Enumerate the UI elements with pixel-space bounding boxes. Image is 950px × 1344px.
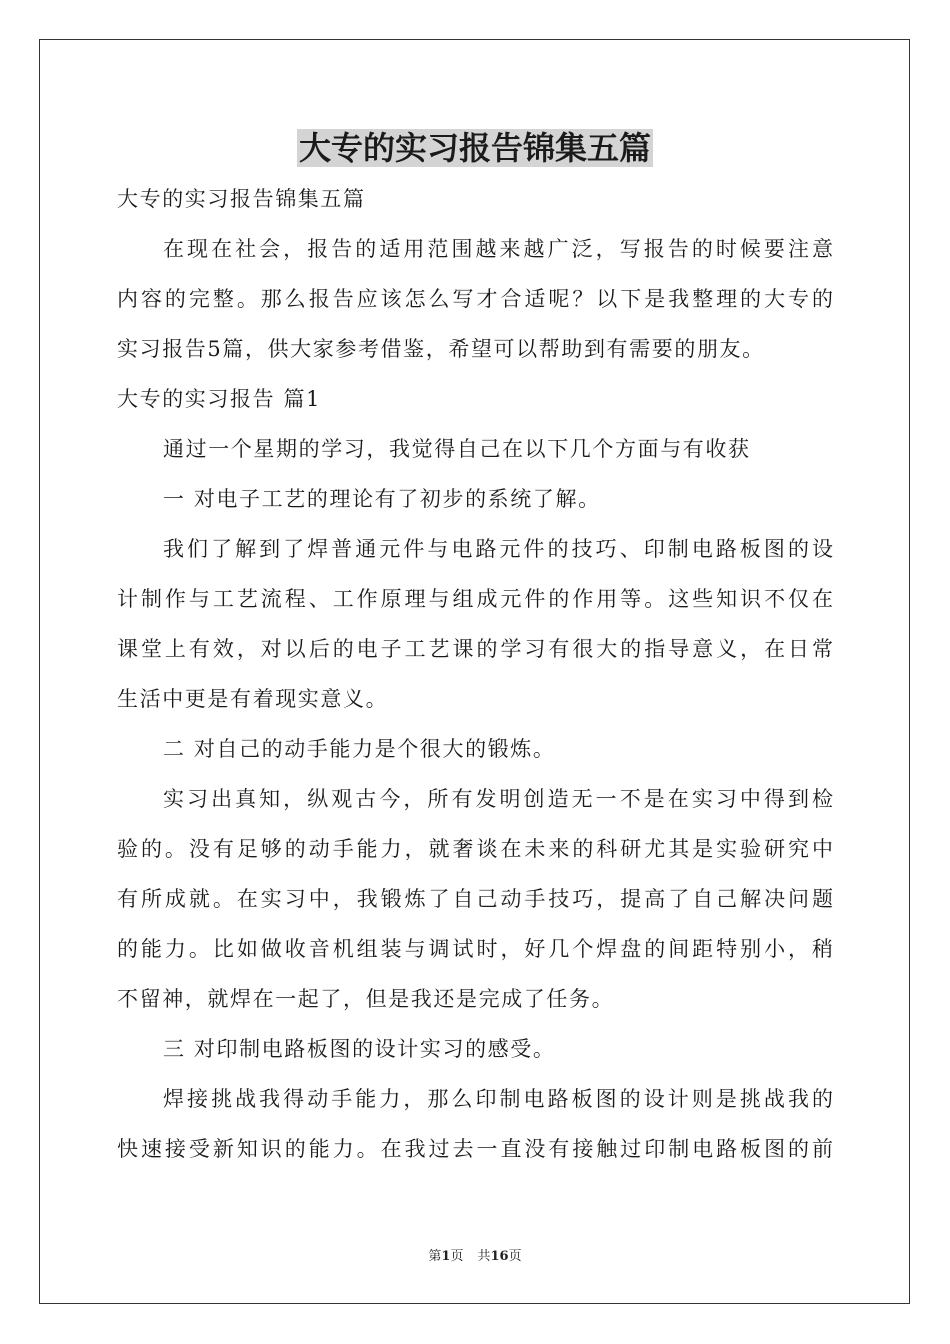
- total-page-count: 16: [490, 1249, 509, 1264]
- text-line: 大专的实习报告 篇1: [117, 387, 322, 411]
- text-line: 快速接受新知识的能力。在我过去一直没有接触过印制电路板图的前: [117, 1137, 833, 1161]
- text-line: 的能力。比如做收音机组装与调试时，好几个焊盘的间距特别小，稍: [117, 937, 833, 961]
- text-line: 我们了解到了焊普通元件与电路元件的技巧、印制电路板图的设: [163, 537, 833, 561]
- document-title: [0, 126, 950, 170]
- page-label-suffix: 页: [450, 1249, 464, 1264]
- text-line: 生活中更是有着现实意义。: [117, 687, 389, 711]
- text-line: 大专的实习报告锦集五篇: [117, 187, 366, 211]
- text-line: 焊接挑战我得动手能力，那么印制电路板图的设计则是挑战我的: [163, 1087, 833, 1111]
- text-line: 实习报告5篇，供大家参考借鉴，希望可以帮助到有需要的朋友。: [117, 337, 765, 361]
- text-line: 二 对自己的动手能力是个很大的锻炼。: [163, 737, 556, 761]
- text-line: 在现在社会，报告的适用范围越来越广泛，写报告的时候要注意: [163, 237, 833, 261]
- document-body: [117, 174, 833, 1174]
- total-label-prefix: 共: [477, 1249, 491, 1264]
- text-line: 实习出真知，纵观古今，所有发明创造无一不是在实习中得到检: [163, 787, 833, 811]
- text-line: 通过一个星期的学习，我觉得自己在以下几个方面与有收获: [163, 437, 751, 461]
- text-line: 一 对电子工艺的理论有了初步的系统了解。: [163, 487, 601, 511]
- current-page-number: 1: [441, 1249, 451, 1264]
- text-line: 计制作与工艺流程、工作原理与组成元件的作用等。这些知识不仅在: [117, 587, 833, 611]
- page-label-prefix: 第: [428, 1249, 442, 1264]
- total-label-suffix: 页: [508, 1249, 522, 1264]
- text-line: 有所成就。在实习中，我锻炼了自己动手技巧，提高了自己解决问题: [117, 887, 833, 911]
- text-line: 课堂上有效，对以后的电子工艺课的学习有很大的指导意义，在日常: [117, 637, 833, 661]
- page-footer: [0, 1248, 950, 1266]
- text-line: 内容的完整。那么报告应该怎么写才合适呢？以下是我整理的大专的: [117, 287, 833, 311]
- text-line: 不留神，就焊在一起了，但是我还是完成了任务。: [117, 987, 615, 1011]
- text-line: 三 对印制电路板图的设计实习的感受。: [163, 1037, 556, 1061]
- document-title-text: 大专的实习报告锦集五篇: [298, 129, 651, 167]
- text-line: 验的。没有足够的动手能力，就奢谈在未来的科研尤其是实验研究中: [117, 837, 833, 861]
